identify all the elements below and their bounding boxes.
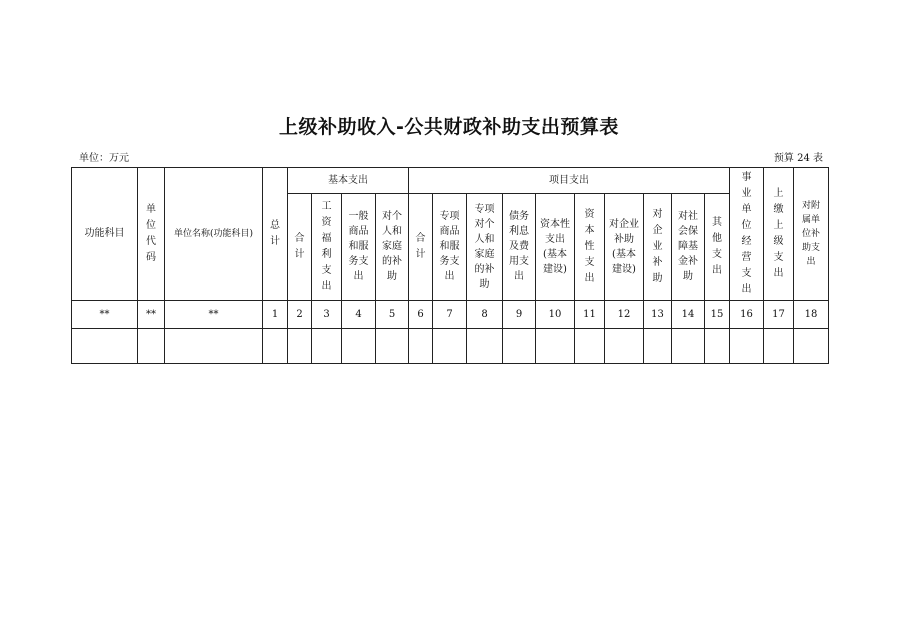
header-project-sub: 资本性支出 (575, 194, 605, 301)
table-cell-empty (536, 329, 575, 364)
table-cell: 14 (672, 301, 705, 329)
header-func-subject: 功能科目 (72, 168, 138, 301)
header-subsidiary: 对附属单位补助支出 (794, 168, 829, 301)
table-cell: 15 (705, 301, 730, 329)
header-total: 总计 (263, 168, 288, 301)
header-basic-sub: 对个人和家庭的补助 (376, 194, 409, 301)
table-cell-empty (138, 329, 165, 364)
header-project-sub: 专项对个人和家庭的补助 (467, 194, 503, 301)
table-cell: 17 (764, 301, 794, 329)
budget-table (71, 167, 829, 364)
table-cell: 3 (312, 301, 342, 329)
table-cell-empty (342, 329, 376, 364)
table-cell-empty (312, 329, 342, 364)
header-unit-name: 单位名称(功能科目) (165, 168, 263, 301)
table-cell: 1 (263, 301, 288, 329)
table-cell-empty (376, 329, 409, 364)
header-project-sub: 对企业补助 (644, 194, 672, 301)
table-cell: 6 (409, 301, 433, 329)
page-title: 上级补助收入-公共财政补助支出预算表 (279, 116, 619, 138)
table-cell: 9 (503, 301, 536, 329)
table-cell-empty (165, 329, 263, 364)
table-cell: 4 (342, 301, 376, 329)
table-cell-empty (575, 329, 605, 364)
table-cell-empty (72, 329, 138, 364)
table-row-blank (72, 329, 829, 364)
header-project-sub: 专项商品和服务支出 (433, 194, 467, 301)
table-cell-empty (764, 329, 794, 364)
table-cell-empty (644, 329, 672, 364)
table-cell: ** (138, 301, 165, 329)
header-unit-code: 单位代码 (138, 168, 165, 301)
table-cell-empty (503, 329, 536, 364)
table-cell: ** (72, 301, 138, 329)
table-cell: 5 (376, 301, 409, 329)
table-cell-empty (288, 329, 312, 364)
table-cell-empty (794, 329, 829, 364)
table-cell: 12 (605, 301, 644, 329)
table-cell-empty (263, 329, 288, 364)
table-cell: 10 (536, 301, 575, 329)
header-project-sub: 对社会保障基金补助 (672, 194, 705, 301)
table-cell: 2 (288, 301, 312, 329)
header-project-sub: 资本性支出(基本建设) (536, 194, 575, 301)
unit-label: 单位：万元 (79, 153, 129, 164)
header-project: 项目支出 (409, 168, 730, 194)
table-cell: 13 (644, 301, 672, 329)
table-cell-empty (433, 329, 467, 364)
header-project-sub: 其他支出 (705, 194, 730, 301)
table-cell: 11 (575, 301, 605, 329)
table-cell-empty (672, 329, 705, 364)
header-project-sub: 合计 (409, 194, 433, 301)
table-row-index (72, 301, 829, 329)
table-code: 预算 24 表 (773, 153, 823, 164)
table-cell-empty (409, 329, 433, 364)
header-business: 事业单位经营支出 (730, 168, 764, 301)
header-basic-sub: 合计 (288, 194, 312, 301)
header-project-sub: 债务利息及费用支出 (503, 194, 536, 301)
header-basic-sub: 一般商品和服务支出 (342, 194, 376, 301)
header-superior: 上缴上级支出 (764, 168, 794, 301)
table-cell-empty (467, 329, 503, 364)
table-cell-empty (705, 329, 730, 364)
header-basic: 基本支出 (288, 168, 409, 194)
table-cell: 8 (467, 301, 503, 329)
header-basic-sub: 工资福利支出 (312, 194, 342, 301)
table-cell: 18 (794, 301, 829, 329)
table-cell: 16 (730, 301, 764, 329)
table-cell: 7 (433, 301, 467, 329)
table-cell: ** (165, 301, 263, 329)
table-cell-empty (730, 329, 764, 364)
table-cell-empty (605, 329, 644, 364)
header-project-sub: 对企业补助(基本建设) (605, 194, 644, 301)
